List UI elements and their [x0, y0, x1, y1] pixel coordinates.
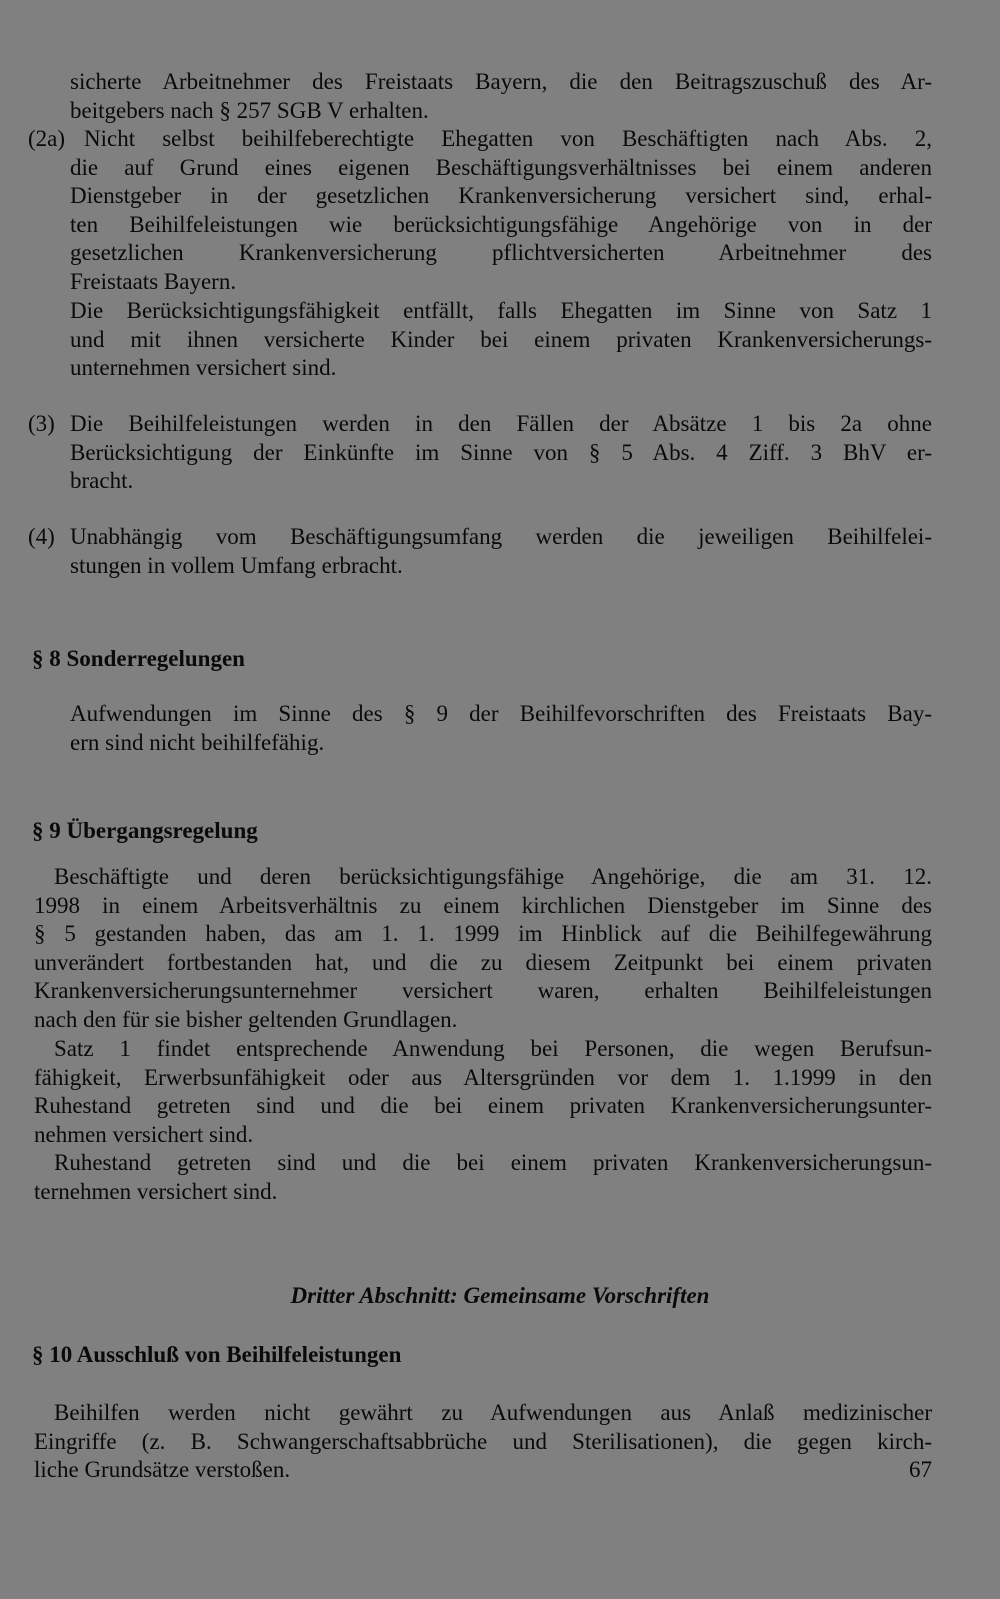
- section-heading: § 9 Übergangsregelung: [32, 818, 258, 843]
- paragraph-2a-second: [70, 297, 932, 383]
- text-line: beitgebers nach § 257 SGB V erhalten.: [70, 97, 429, 123]
- paragraph-2a-first-line: [84, 125, 932, 154]
- paragraph-9a: [34, 863, 932, 1035]
- text-line: Die Berücksichtigungsfähigkeit entfällt, falls Ehegatten im Sinne von Satz 1: [70, 298, 932, 323]
- text-line: Beihilfen werden nicht gewährt zu Aufwendungen aus Anlaß medizinischer: [54, 1400, 932, 1425]
- text-line: die auf Grund eines eigenen Beschäftigungsverhältnisses bei einem anderen: [70, 154, 932, 180]
- text-line: Berücksichtigung der Einkünfte im Sinne von § 5 Abs. 4 Ziff. 3 BhV er-: [70, 439, 932, 465]
- text-line: Ruhestand getreten sind und die bei einem privaten Krankenversicherungsun-: [54, 1150, 932, 1175]
- text-line: Eingriffe (z. B. Schwangerschaftsabbrüche und Sterilisationen), die gegen kirch-: [34, 1428, 932, 1454]
- text-line: ern sind nicht beihilfefähig.: [70, 729, 325, 755]
- paragraph-intro: [70, 68, 932, 125]
- page-number: 67: [909, 1457, 932, 1482]
- text-line: Freistaats Bayern.: [70, 268, 237, 294]
- text-line: Dienstgeber in der gesetzlichen Krankenversicherung versichert sind, erhal-: [70, 183, 932, 209]
- paragraph-number: (2a): [28, 126, 66, 151]
- paragraph-number: (3): [28, 411, 55, 436]
- text-line: unverändert fortbestanden hat, und die zu diesem Zeitpunkt bei einem privaten: [34, 949, 932, 975]
- text-line: nach den für sie bisher geltenden Grundlagen.: [34, 1006, 458, 1032]
- paragraph-4: [70, 523, 932, 580]
- paragraph-8: [70, 700, 932, 757]
- section-heading: § 10 Ausschluß von Beihilfeleistungen: [32, 1342, 402, 1367]
- text-line: Die Beihilfeleistungen werden in den Fällen der Absätze 1 bis 2a ohne: [70, 411, 932, 436]
- paragraph-10: [34, 1399, 932, 1485]
- text-line: fähigkeit, Erwerbsunfähigkeit oder aus Altersgründen vor dem 1. 1.1999 in den: [34, 1064, 932, 1090]
- text-line: 1998 in einem Arbeitsverhältnis zu einem kirchlichen Dienstgeber im Sinne des: [34, 892, 932, 918]
- text-line: § 5 gestanden haben, das am 1. 1. 1999 im Hinblick auf die Beihilfegewährung: [34, 921, 932, 947]
- text-line: Nicht selbst beihilfeberechtigte Ehegatten von Beschäftigten nach Abs. 2,: [84, 126, 932, 151]
- text-line: unternehmen versichert sind.: [70, 355, 337, 381]
- text-line: Unabhängig vom Beschäftigungsumfang werden die jeweiligen Beihilfelei-: [70, 524, 932, 549]
- part-heading: Dritter Abschnitt: Gemeinsame Vorschriften: [290, 1283, 710, 1308]
- section-heading: § 8 Sonderregelungen: [32, 646, 245, 671]
- text-line: Krankenversicherungsunternehmer versichert waren, erhalten Beihilfeleistungen: [34, 978, 932, 1004]
- text-line: Beschäftigte und deren berücksichtigungsfähige Angehörige, die am 31. 12.: [54, 864, 932, 889]
- text-line: sicherte Arbeitnehmer des Freistaats Bayern, die den Beitragszuschuß des Ar-: [70, 69, 932, 94]
- paragraph-number: (4): [28, 524, 55, 549]
- text-line: nehmen versichert sind.: [34, 1121, 254, 1147]
- text-line: Ruhestand getreten sind und die bei einem privaten Krankenversicherungsunter-: [34, 1093, 932, 1119]
- text-line: Aufwendungen im Sinne des § 9 der Beihilfevorschriften des Freistaats Bay-: [70, 701, 932, 726]
- text-line: liche Grundsätze verstoßen.: [34, 1457, 291, 1483]
- paragraph-3: [70, 410, 932, 496]
- paragraph-2a: [70, 154, 932, 297]
- paragraph-9b: [34, 1035, 932, 1149]
- text-line: ten Beihilfeleistungen wie berücksichtigungsfähige Angehörige von in der: [70, 211, 932, 237]
- text-line: bracht.: [70, 468, 134, 494]
- text-line: stungen in vollem Umfang erbracht.: [70, 552, 403, 578]
- paragraph-9c: [34, 1149, 932, 1206]
- text-line: ternehmen versichert sind.: [34, 1178, 278, 1204]
- text-line: gesetzlichen Krankenversicherung pflichtversicherten Arbeitnehmer des: [70, 240, 932, 266]
- text-line: Satz 1 findet entsprechende Anwendung bei Personen, die wegen Berufsun-: [54, 1036, 932, 1061]
- text-line: und mit ihnen versicherte Kinder bei einem privaten Krankenversicherungs-: [70, 326, 932, 352]
